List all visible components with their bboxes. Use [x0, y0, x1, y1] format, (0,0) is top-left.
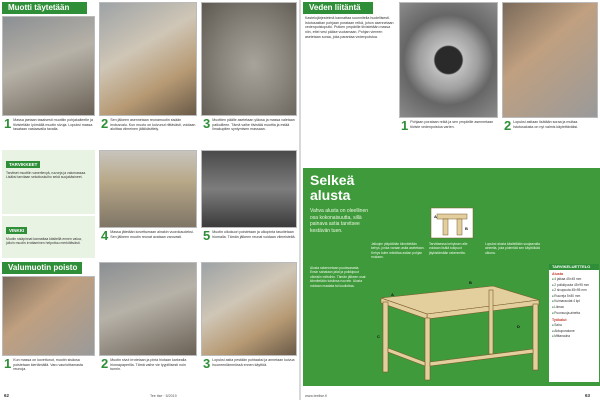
sketch-label: D	[517, 324, 520, 329]
tip-label: VINKKI	[6, 227, 27, 234]
list-item: ■ Akkuporakone	[552, 329, 596, 335]
step-number: 2	[504, 118, 512, 133]
list-item: ■ 2 sivupuuta 45×95 mm	[552, 288, 596, 294]
step-photo	[2, 276, 95, 356]
list-item: ■ Mittanauha	[552, 334, 596, 340]
tip-body: Tarvitset muottiin vanerilevyä, ruuveja ja valumassaa. Lisäksi tarvitaan sekoituskulho sekä suojakäsineet.	[6, 171, 87, 180]
feature-lead: Vahva alusta on oleellinen osa kokonaisuutta, sillä painava astia tarvitsee kestävän tuen.	[310, 208, 369, 234]
sketch-label: C	[377, 334, 380, 339]
list-item: ■ Kulmaraudat 4 kpl	[552, 299, 596, 305]
left-page	[0, 0, 299, 400]
step-text: 1 Pohjaan porataan reikä ja sen ympärille asennetaan tiiviste vedenpoistoa varten.	[401, 118, 494, 133]
section-header: Valumuotin poisto	[2, 262, 82, 274]
step-number: 4	[101, 228, 109, 243]
sketch-label: A	[434, 214, 437, 219]
step-number: 3	[203, 356, 211, 371]
list-item: ■ 4 jalkaa 45×45 mm	[552, 277, 596, 283]
right-page	[301, 0, 600, 400]
step-photo	[201, 262, 297, 356]
intro-text: Kastelujärjestelmä kannattaa suunnitella huolellisesti. Istutusastian pohjaan porataan reikä, johon asennetaan vedenpoistoputki. Putken ympärille tiivistetään massa niin, ettei vesi pääse vuotamaan. Pohjan viereen asetetaan soraa, joka parantaa vedenpoistoa.	[305, 16, 394, 39]
list-item: ■ Ruuveja 5×80 mm	[552, 294, 596, 300]
step-text: 4 Massa jätetään kovettumaan ainakin vuorokaudeksi. Sen jälkeen muotin reunat avataan varovasti.	[101, 228, 194, 243]
page-footer: www.teeitse.fi	[305, 394, 327, 398]
step-number: 2	[101, 356, 109, 371]
step-photo	[99, 150, 197, 228]
page-footer: Tee itse · 5/2019	[150, 394, 177, 398]
sketch-label: B	[469, 280, 472, 285]
step-photo	[2, 16, 95, 116]
tip-box-hint	[2, 216, 95, 258]
section-header: Muotti täytetään	[2, 2, 87, 14]
step-number: 3	[203, 116, 211, 131]
step-number: 1	[4, 356, 12, 371]
list-item: ■ Saha	[552, 323, 596, 329]
parts-list	[549, 277, 599, 316]
step-photo	[399, 2, 498, 118]
step-photo	[99, 262, 197, 356]
tip-body: Muotin sisäpinnat kannattaa käsitellä ennen valua, jolloin muotin irrottaminen helpottuu merkittävästi.	[6, 237, 82, 246]
detail-inset	[431, 208, 473, 238]
feature-column: Jalkojen yläpäähän kiinnitetään kehys, jonka varaan astia asetetaan. Kehys tulee mitoittaa astian pohjan mukaan.	[371, 242, 425, 260]
step-number: 5	[203, 228, 211, 243]
step-text: 2 Lopuksi astiaan lisätään soraa ja multaa. Istutusalusta on nyt valmis käytettäväksi.	[504, 118, 579, 133]
step-text: 2 Muotin sivut irrotetaan ja pinta hiotaan karkealla hiomapaperilla. Tämä vaihe vie tyypillisesti noin tunnin.	[101, 356, 187, 372]
feature-body: Alusta rakennetaan puutavarasta. Ensin sahataan jalat ja poikkipuut oikeisiin mittoihin. Tämän jälkeen osat kiinnitetään toisiinsa ruuvein. Alusta voidaan maalata tai kuullottaa.	[310, 266, 366, 288]
step-number: 1	[4, 116, 12, 131]
parts-list-box	[549, 264, 599, 382]
page-number: 62	[4, 393, 10, 398]
tools-list	[549, 323, 599, 340]
step-text: 2 Sen jälkeen asennetaan reunamuotin sisään irrotusvalu. Kun muoto on kuivunut riittävästi, voidaan aloittaa viimeinen jälkikäsittely.	[101, 116, 196, 132]
step-photo	[201, 2, 297, 116]
tip-label: TARVIKKEET	[6, 161, 40, 168]
step-number: 2	[101, 116, 109, 131]
parts-heading: TARVIKELUETTELO	[549, 264, 599, 270]
step-text: 3 Lopuksi astia pestään puhtaaksi ja annetaan kuivua huoneenlämmössä ennen käyttöä.	[203, 356, 295, 371]
step-text: 5 Muotin ulkokuori poistetaan ja ulkopinta tasoitetaan hiomalla. Tämän jälkeen reunat voidaan viimeistellä.	[203, 228, 296, 243]
feature-title: Selkeä alusta	[310, 172, 355, 203]
sketch-label: B	[465, 226, 468, 231]
parts-subheading: Työkalut	[552, 318, 567, 323]
step-number: 1	[401, 118, 409, 133]
parts-subheading: Alusta	[552, 272, 563, 276]
sketch-label: A	[391, 292, 394, 297]
step-text: 1 Massa jaetaan tasaisesti muottiin pohjakaiteelle ja tiivistetään lyömällä muotin sivuja. Lopuksi massa tasataan vastaavalla tavalla.	[4, 116, 93, 132]
page-number: 63	[585, 393, 591, 398]
tip-box-supplies	[2, 150, 95, 214]
list-item: ■ Puunsuoja-ainetta	[552, 311, 596, 317]
section-header: Veden liitäntä	[303, 2, 373, 14]
step-photo	[99, 2, 197, 116]
feature-column: Lopuksi alusta käsitellään suojaavalla aineella, joka pidentää sen käyttöikää ulkona.	[485, 242, 540, 255]
list-item: ■ Liimaa	[552, 305, 596, 311]
step-photo	[201, 150, 297, 228]
feature-column: Tarvittaessa kehyksen alle voidaan lisätä tukipuut jäykistämään rakennetta.	[429, 242, 468, 255]
step-text: 1 Kun massa on kovettunut, muotin sisäosa poistetaan kiertämällä. Varo vaurioittamasta reunoja.	[4, 356, 83, 372]
list-item: ■ 2 poikkipuuta 45×95 mm	[552, 283, 596, 289]
step-photo	[502, 2, 598, 118]
step-text: 3 Muottien päälle asetetaan yläosa ja massa valetaan paikoilleen. Tämä vaihe tiivistää muottia ja estää ilmakuplien syntymisen massaan.	[203, 116, 295, 132]
